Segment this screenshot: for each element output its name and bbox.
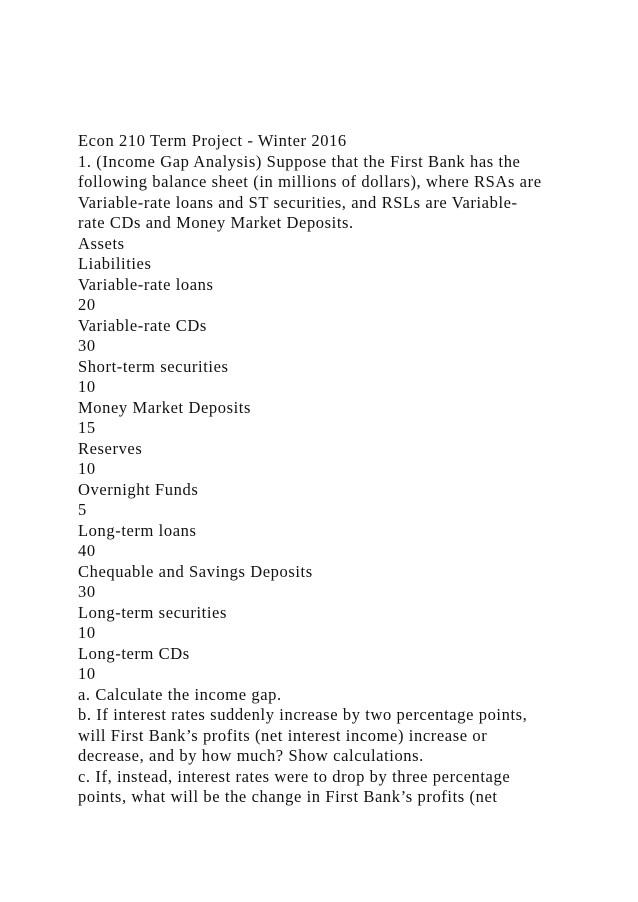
balance-row-value: 10 [78,377,96,396]
balance-row-value: 10 [78,459,96,478]
document-title: Econ 210 Term Project - Winter 2016 [78,131,347,150]
balance-row-value: 20 [78,295,96,314]
question-line: will First Bank’s profits (net interest income) increase or [78,725,488,745]
balance-row-label: Money Market Deposits [78,397,251,417]
question-line: decrease, and by how much? Show calculations. [78,746,424,765]
balance-row-label: Short-term securities [78,356,229,376]
document-text [78,131,618,808]
balance-row-label: Reserves [78,438,143,458]
balance-row-label: Overnight Funds [78,479,199,499]
question-line: b. If interest rates suddenly increase by two percentage points, [78,705,528,724]
assets-header: Assets [78,233,125,253]
question-line: c. If, instead, interest rates were to drop by three percentage [78,766,511,786]
balance-row-value: 30 [78,582,96,601]
intro-line: 1. (Income Gap Analysis) Suppose that the First Bank has the [78,151,521,171]
liabilities-header: Liabilities [78,254,152,273]
intro-line: rate CDs and Money Market Deposits. [78,213,354,232]
question-line: a. Calculate the income gap. [78,684,282,704]
balance-row-value: 40 [78,541,96,560]
balance-row-value: 5 [78,500,87,519]
intro-line: following balance sheet (in millions of dollars), where RSAs are [78,172,542,191]
balance-row-label: Variable-rate CDs [78,315,207,335]
intro-line: Variable-rate loans and ST securities, and RSLs are Variable- [78,192,518,212]
balance-row-label: Long-term securities [78,602,227,622]
balance-row-label: Chequable and Savings Deposits [78,561,313,581]
balance-row-value: 10 [78,664,96,683]
balance-row-label: Long-term CDs [78,643,190,663]
balance-row-value: 30 [78,336,96,355]
balance-row-label: Long-term loans [78,520,197,540]
question-line: points, what will be the change in First Bank’s profits (net [78,787,498,806]
balance-row-value: 10 [78,623,96,642]
balance-row-label: Variable-rate loans [78,274,214,294]
balance-row-value: 15 [78,418,96,437]
